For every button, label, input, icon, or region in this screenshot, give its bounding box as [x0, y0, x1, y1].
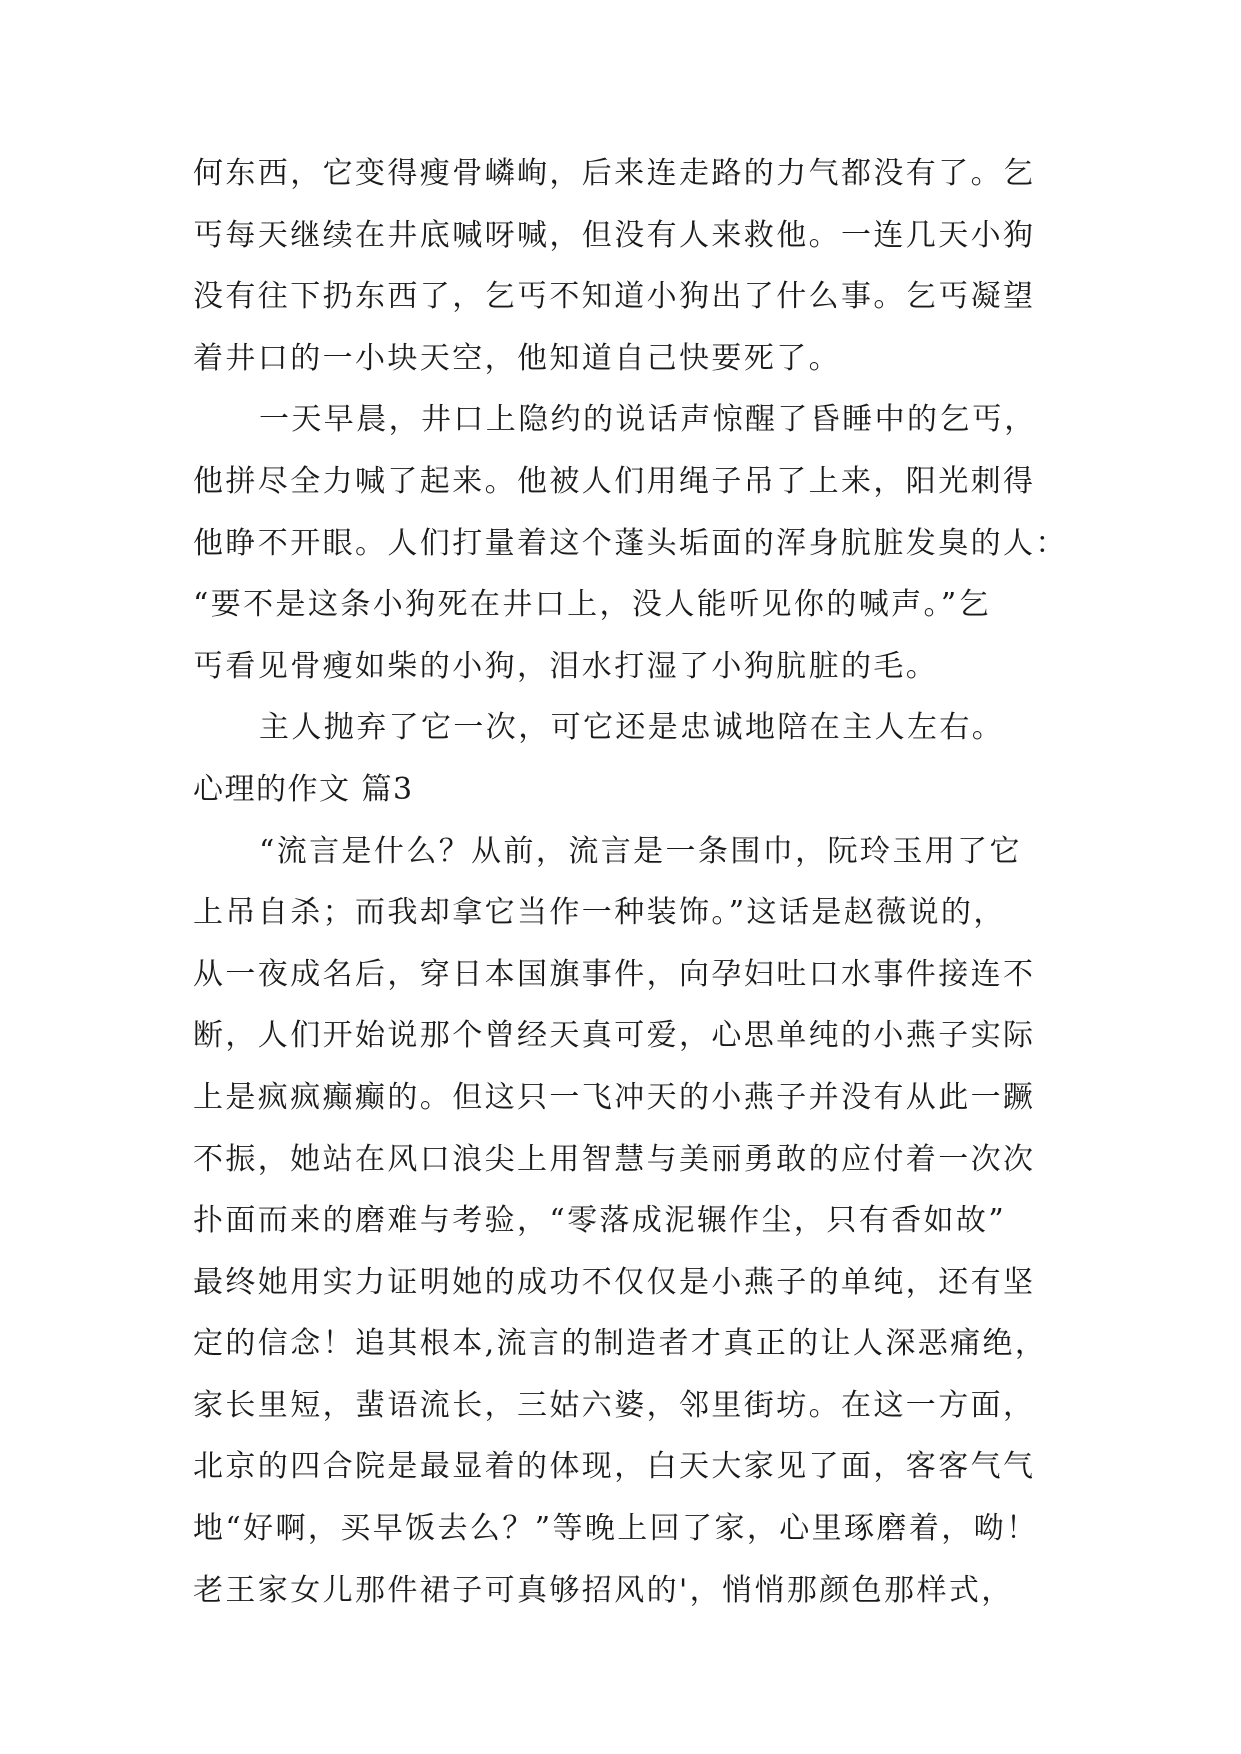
text-line: 没有往下扔东西了，乞丐不知道小狗出了什么事。乞丐凝望 — [193, 279, 1036, 315]
text-line: 地“好啊，买早饭去么？”等晚上回了家，心里琢磨着，呦！ — [193, 1511, 1039, 1547]
text-line: 最终她用实力证明她的成功不仅仅是小燕子的单纯，还有坚 — [193, 1264, 1036, 1300]
text-line: 不振，她站在风口浪尖上用智慧与美丽勇敢的应付着一次次 — [193, 1141, 1036, 1177]
text-line: 上吊自杀；而我却拿它当作一种装饰。”这话是赵薇说的， — [193, 895, 1006, 931]
section-heading: 心理的作文 篇3 — [193, 771, 414, 807]
text-line: 丐看见骨瘦如柴的小狗，泪水打湿了小狗肮脏的毛。 — [193, 648, 939, 684]
text-line: 何东西，它变得瘦骨嶙峋，后来连走路的力气都没有了。乞 — [193, 156, 1036, 191]
text-line: 丐每天继续在井底喊呀喊，但没有人来救他。一连几天小狗 — [193, 217, 1036, 253]
paragraph-first-line: “流言是什么？从前，流言是一条围巾，阮玲玉用了它 — [259, 833, 1022, 869]
text-line: 定的信念！追其根本,流言的制造者才真正的让人深恶痛绝， — [193, 1326, 1048, 1362]
text-line: 着井口的一小块天空，他知道自己快要死了。 — [193, 340, 841, 376]
text-line: 北京的四合院是最显着的体现，白天大家见了面，客客气气 — [193, 1449, 1036, 1485]
paragraph-first-line: 一天早晨，井口上隐约的说话声惊醒了昏睡中的乞丐， — [259, 402, 1037, 438]
text-line: 他睁不开眼。人们打量着这个蓬头垢面的浑身肮脏发臭的人： — [193, 525, 1068, 561]
paragraph-first-line: 主人抛弃了它一次，可它还是忠诚地陪在主人左右。 — [259, 710, 1005, 746]
body-text — [193, 143, 1093, 1621]
text-line: 上是疯疯癫癫的。但这只一飞冲天的小燕子并没有从此一蹶 — [193, 1079, 1036, 1115]
text-line: 从一夜成名后，穿日本国旗事件，向孕妇吐口水事件接连不 — [193, 956, 1036, 992]
text-line: 他拼尽全力喊了起来。他被人们用绳子吊了上来，阳光刺得 — [193, 463, 1036, 499]
text-line: 扑面而来的磨难与考验，“零落成泥辗作尘，只有香如故” — [193, 1203, 1007, 1239]
text-line: 断，人们开始说那个曾经天真可爱，心思单纯的小燕子实际 — [193, 1018, 1036, 1054]
text-line: 老王家女儿那件裙子可真够招风的'，悄悄那颜色那样式， — [193, 1572, 1014, 1608]
text-line: 家长里短，蜚语流长，三姑六婆，邻里街坊。在这一方面， — [193, 1387, 1036, 1423]
text-line: “要不是这条小狗死在井口上，没人能听见你的喊声。”乞 — [193, 587, 992, 623]
